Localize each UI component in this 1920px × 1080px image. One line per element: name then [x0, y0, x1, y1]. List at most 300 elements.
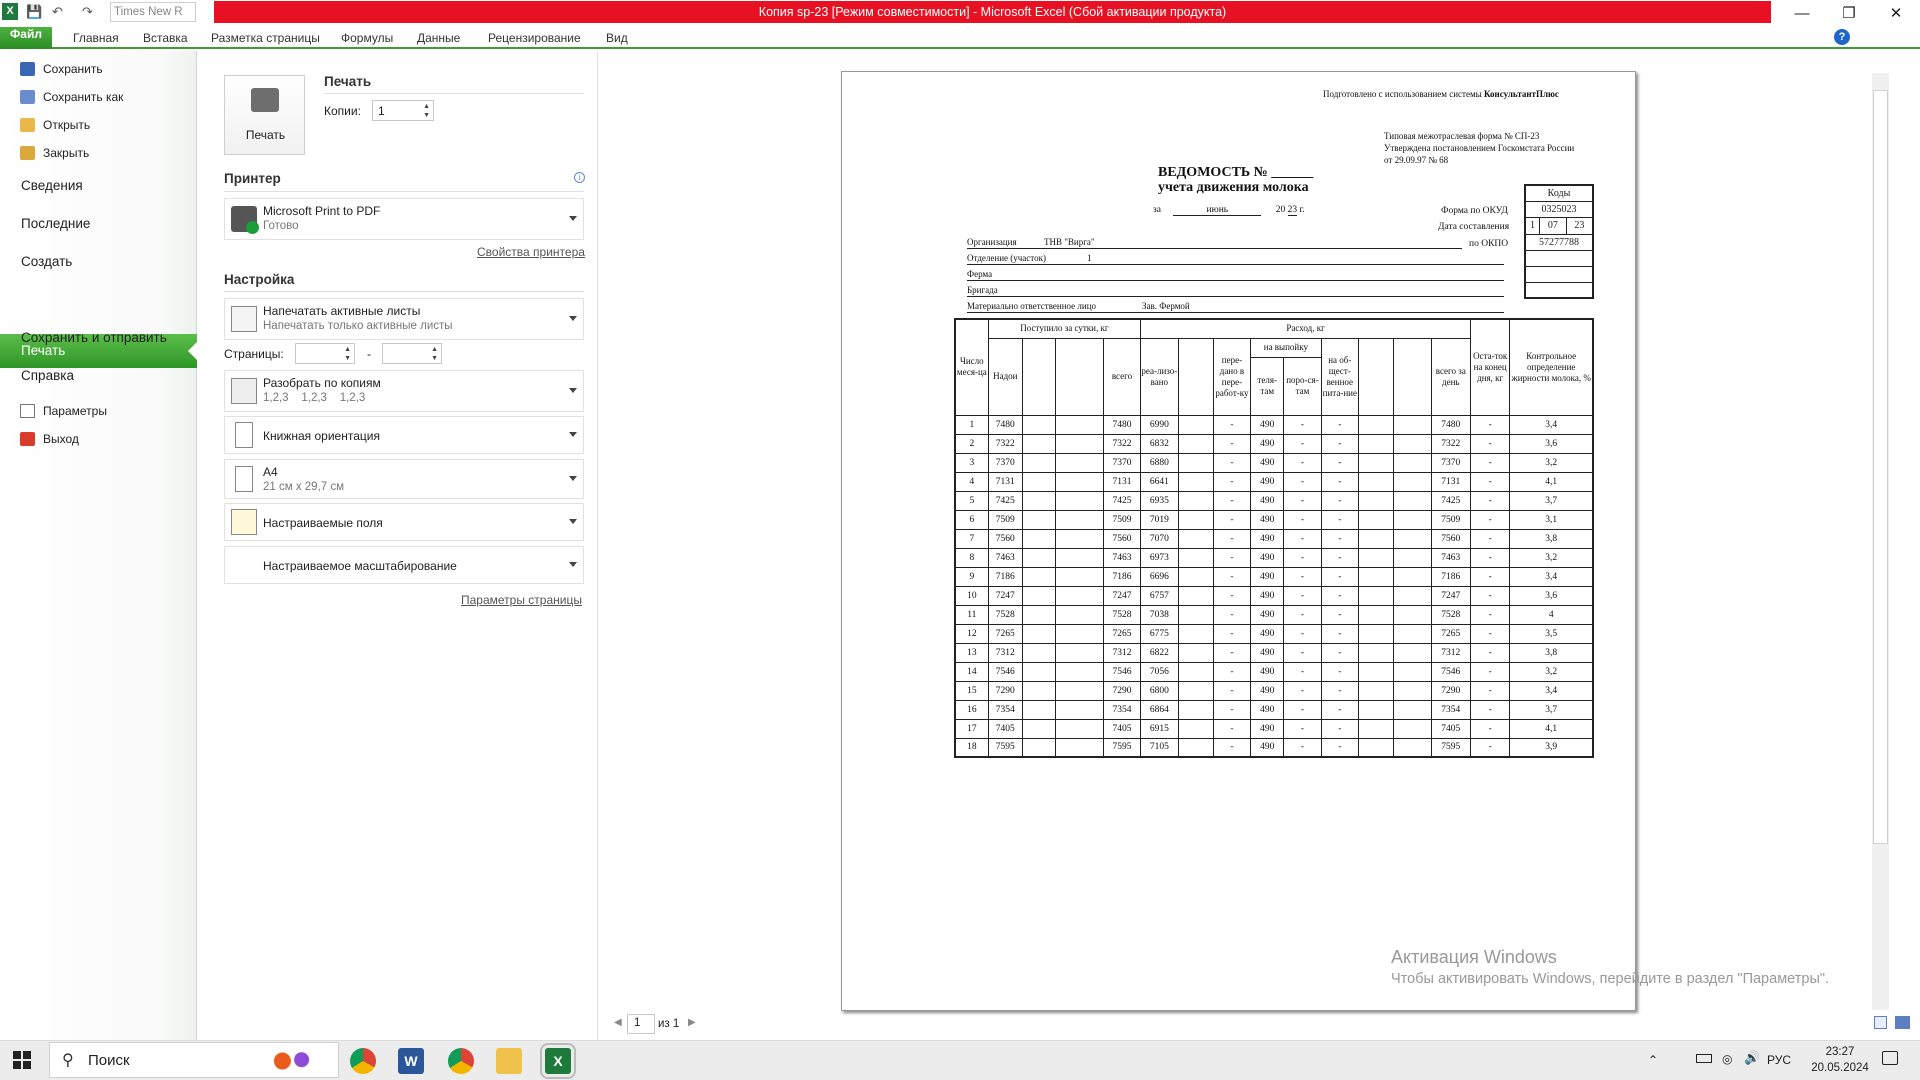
org-line: Организация ТНВ "Вирга" [967, 237, 1462, 249]
help-menu-item[interactable]: Справка [21, 368, 74, 383]
cell: - [1471, 472, 1510, 491]
recent-menu-item[interactable]: Последние [21, 216, 91, 231]
cell: 6935 [1141, 491, 1178, 510]
cell: 7560 [988, 529, 1022, 548]
table-row [955, 434, 1593, 453]
info-icon[interactable]: i [574, 172, 585, 183]
cell: 12 [955, 624, 988, 643]
cell: - [1471, 719, 1510, 738]
cell: 3,7 [1510, 700, 1593, 719]
cell: 490 [1251, 415, 1284, 434]
cell: 490 [1251, 662, 1284, 681]
prev-page-icon[interactable]: ◀ [614, 1017, 622, 1028]
cell: - [1284, 434, 1321, 453]
print-button[interactable]: Печать [224, 75, 305, 155]
cell: - [1213, 434, 1250, 453]
print-heading: Печать [324, 74, 372, 89]
brigade-line: Бригада [967, 285, 1504, 297]
cell: - [1284, 605, 1321, 624]
cell: 13 [955, 643, 988, 662]
okud-label: Форма по ОКУД [1441, 206, 1508, 216]
cell: - [1213, 738, 1250, 757]
cell: 7265 [988, 624, 1022, 643]
cell: - [1471, 434, 1510, 453]
cell: - [1284, 662, 1321, 681]
table-row [955, 681, 1593, 700]
table-row [955, 567, 1593, 586]
cell: - [1321, 453, 1358, 472]
cell: 7247 [988, 586, 1022, 605]
tab-review[interactable]: Рецензирование [488, 31, 581, 45]
cell: 7560 [1103, 529, 1140, 548]
cell: 7247 [1431, 586, 1470, 605]
cell: - [1471, 415, 1510, 434]
cell: - [1213, 415, 1250, 434]
close-icon[interactable]: ✕ [1889, 5, 1903, 22]
activation-watermark: Активация Windows Чтобы активировать Windows, перейдите в раздел "Параметры". [1391, 947, 1830, 987]
cell: 7131 [1431, 472, 1470, 491]
folder-close-icon [20, 146, 35, 160]
cell: 7370 [988, 453, 1022, 472]
printer-dropdown[interactable]: Microsoft Print to PDF Готово [224, 198, 584, 240]
table-row [955, 491, 1593, 510]
help-icon[interactable]: ? [1834, 29, 1850, 45]
cell: 7546 [1103, 662, 1140, 681]
cell: 3,2 [1510, 453, 1593, 472]
title-bar [0, 0, 1920, 27]
cell: 3,4 [1510, 415, 1593, 434]
cell: 7290 [988, 681, 1022, 700]
cell: - [1284, 510, 1321, 529]
cell: - [1471, 681, 1510, 700]
cell: 7312 [988, 643, 1022, 662]
language-indicator[interactable]: РУС [1767, 1053, 1792, 1067]
print-menu-item[interactable]: Печать [0, 334, 197, 368]
cell: - [1321, 491, 1358, 510]
print-what-dropdown[interactable]: Напечатать активные листы Напечатать только активные листы [224, 298, 584, 340]
cell: - [1471, 738, 1510, 757]
date-label: Дата составления [1438, 222, 1510, 232]
cell: - [1471, 643, 1510, 662]
cell: 3,4 [1510, 567, 1593, 586]
cell: 7595 [988, 738, 1022, 757]
cell: - [1213, 586, 1250, 605]
chevron-down-icon [569, 476, 577, 485]
copies-label: Копии: [324, 104, 361, 118]
dept-line: Отделение (участок) 1 [967, 253, 1504, 265]
portrait-page-icon [235, 422, 253, 448]
cell: 490 [1251, 700, 1284, 719]
cell: - [1213, 681, 1250, 700]
redo-icon[interactable]: ↷ [82, 4, 93, 19]
printer-ready-icon [231, 206, 257, 232]
cell: - [1213, 453, 1250, 472]
printer-properties-link[interactable]: Свойства принтера [477, 245, 585, 259]
cell: 7265 [1103, 624, 1140, 643]
cell: - [1213, 624, 1250, 643]
cell: 3,7 [1510, 491, 1593, 510]
cell: 7354 [1431, 700, 1470, 719]
cell: - [1471, 605, 1510, 624]
cell: 7509 [1431, 510, 1470, 529]
tab-home[interactable]: Главная [73, 31, 119, 45]
cell: 7595 [1103, 738, 1140, 757]
cell: 2 [955, 434, 988, 453]
cell: 490 [1251, 605, 1284, 624]
cell: - [1471, 624, 1510, 643]
cell: - [1213, 700, 1250, 719]
backstage-nav [0, 51, 197, 1040]
cell: 6880 [1141, 453, 1178, 472]
cell: 490 [1251, 510, 1284, 529]
scrollbar-thumb[interactable] [1873, 90, 1888, 844]
cell: 7265 [1431, 624, 1470, 643]
cell: - [1471, 510, 1510, 529]
cell: - [1321, 700, 1358, 719]
cell: - [1284, 643, 1321, 662]
table-row [955, 662, 1593, 681]
cell: - [1321, 415, 1358, 434]
page-number-input[interactable]: 1 [627, 1014, 655, 1034]
cell: 9 [955, 567, 988, 586]
tab-file[interactable]: Файл [0, 27, 52, 49]
cell: 4,1 [1510, 472, 1593, 491]
cell: 7019 [1141, 510, 1178, 529]
cell: 7354 [988, 700, 1022, 719]
cell: 7480 [1431, 415, 1470, 434]
cell: 490 [1251, 643, 1284, 662]
tab-page-layout[interactable]: Разметка страницы [211, 31, 320, 45]
cell: - [1284, 491, 1321, 510]
pages-to-input[interactable] [382, 343, 442, 364]
cell: 3,9 [1510, 738, 1593, 757]
collate-icon [231, 378, 257, 404]
cell: 7463 [1431, 548, 1470, 567]
cell: 7405 [1103, 719, 1140, 738]
cell: 6864 [1141, 700, 1178, 719]
minimize-icon[interactable]: — [1794, 5, 1810, 22]
undo-icon[interactable]: ↶ [52, 4, 63, 19]
cell: 7070 [1141, 529, 1178, 548]
info-menu-item[interactable]: Сведения [21, 178, 83, 193]
save-icon [20, 62, 35, 76]
okpo-label: по ОКПО [1469, 239, 1509, 249]
page-of-label: из 1 [658, 1018, 680, 1030]
cell: 7509 [1103, 510, 1140, 529]
windows-start-icon[interactable] [13, 1051, 31, 1069]
cell: 7528 [1431, 605, 1470, 624]
tab-view[interactable]: Вид [606, 31, 628, 45]
cell: 7322 [988, 434, 1022, 453]
table-row [955, 643, 1593, 662]
cell: 7105 [1141, 738, 1178, 757]
cell: 490 [1251, 624, 1284, 643]
tab-formulas[interactable]: Формулы [341, 31, 394, 45]
cell: 490 [1251, 681, 1284, 700]
cell: 490 [1251, 738, 1284, 757]
file-explorer-icon[interactable] [496, 1048, 522, 1074]
cell: - [1321, 643, 1358, 662]
cell: 7312 [1103, 643, 1140, 662]
cell: - [1284, 719, 1321, 738]
cell: 8 [955, 548, 988, 567]
scaling-dropdown[interactable]: Настраиваемое масштабирование [224, 546, 584, 584]
cell: 17 [955, 719, 988, 738]
chrome-icon[interactable] [350, 1048, 376, 1074]
options-menu-item[interactable]: Параметры [0, 401, 197, 421]
cell: 6 [955, 510, 988, 529]
save-menu-item[interactable]: Сохранить [0, 59, 197, 79]
table-row [955, 586, 1593, 605]
table-row [955, 605, 1593, 624]
options-icon [20, 404, 35, 418]
cell: 3,1 [1510, 510, 1593, 529]
cell: 5 [955, 491, 988, 510]
table-row [955, 719, 1593, 738]
cell: 7131 [1103, 472, 1140, 491]
settings-heading: Настройка [224, 272, 295, 287]
cell: 6822 [1141, 643, 1178, 662]
excel-taskbar-icon[interactable]: X [545, 1048, 571, 1074]
cell: 490 [1251, 719, 1284, 738]
cell: 7322 [1103, 434, 1140, 453]
sheets-icon [231, 306, 257, 332]
table-row [955, 548, 1593, 567]
cell: 7290 [1431, 681, 1470, 700]
new-menu-item[interactable]: Создать [21, 254, 73, 269]
folder-open-icon [20, 118, 35, 132]
wifi-icon[interactable]: ◎ [1722, 1052, 1733, 1066]
cell: 7480 [1103, 415, 1140, 434]
cell: 3,2 [1510, 662, 1593, 681]
copies-input[interactable]: 1 ▲ ▼ [372, 100, 434, 121]
cell: 3,6 [1510, 434, 1593, 453]
cell: - [1213, 719, 1250, 738]
window-title: Копия sp-23 [Режим совместимости] - Microsoft Excel (Сбой активации продукта) [214, 1, 1771, 23]
cell: - [1213, 472, 1250, 491]
volume-icon[interactable]: 🔊 [1744, 1050, 1761, 1065]
open-menu-item[interactable]: Открыть [0, 115, 197, 135]
cell: 4 [1510, 605, 1593, 624]
exit-icon [20, 432, 35, 446]
cell: - [1471, 662, 1510, 681]
cell: - [1321, 605, 1358, 624]
cell: - [1284, 567, 1321, 586]
show-margins-icon[interactable] [1874, 1016, 1887, 1029]
page-setup-link[interactable]: Параметры страницы [461, 593, 582, 607]
cell: 11 [955, 605, 988, 624]
cell: 14 [955, 662, 988, 681]
cell: - [1213, 491, 1250, 510]
cell: 7595 [1431, 738, 1470, 757]
cell: - [1321, 719, 1358, 738]
cell: - [1213, 567, 1250, 586]
cell: 10 [955, 586, 988, 605]
cell: - [1471, 491, 1510, 510]
cell: 7560 [1431, 529, 1470, 548]
pages-from-input[interactable] [295, 343, 355, 364]
form-reference: Типовая межотраслевая форма № СП-23 Утверждена постановлением Госкомстата России от 29.09.97 № 68 [1384, 131, 1575, 165]
cell: - [1213, 643, 1250, 662]
search-icon: ⚲ [62, 1052, 74, 1069]
save-send-menu-item[interactable]: Сохранить и отправить [21, 330, 167, 345]
cell: 7528 [988, 605, 1022, 624]
cell: 7131 [988, 472, 1022, 491]
cell: 7370 [1431, 453, 1470, 472]
paper-size-dropdown[interactable]: A4 21 см x 29,7 см [224, 459, 584, 499]
cell: 6915 [1141, 719, 1178, 738]
codes-table: Коды 0325023 1 07 23 57277788 [1524, 184, 1594, 299]
cell: 3,4 [1510, 681, 1593, 700]
word-icon[interactable]: W [398, 1048, 424, 1074]
table-row [955, 738, 1593, 757]
exit-menu-item[interactable]: Выход [0, 429, 197, 449]
next-page-icon[interactable]: ▶ [688, 1017, 696, 1028]
restore-icon[interactable]: ❐ [1842, 5, 1856, 22]
cell: 7425 [988, 491, 1022, 510]
cell: 7186 [1103, 567, 1140, 586]
tab-insert[interactable]: Вставка [143, 31, 188, 45]
cell: 1 [955, 415, 988, 434]
cell: - [1471, 700, 1510, 719]
table-row [955, 510, 1593, 529]
chevron-down-icon [569, 216, 577, 225]
cell: - [1213, 662, 1250, 681]
cell: - [1321, 624, 1358, 643]
cell: - [1321, 586, 1358, 605]
cell: - [1471, 548, 1510, 567]
save-icon[interactable]: 💾 [26, 4, 43, 19]
spinner-arrows-icon[interactable]: ▲ ▼ [423, 103, 430, 119]
cell: 490 [1251, 434, 1284, 453]
spinner-arrows-icon[interactable]: ▲ ▼ [431, 346, 438, 362]
chevron-down-icon [569, 519, 577, 528]
excel-logo-icon[interactable]: X [2, 3, 18, 20]
cell: 6832 [1141, 434, 1178, 453]
cell: - [1284, 738, 1321, 757]
cell: 7528 [1103, 605, 1140, 624]
cell: 7247 [1103, 586, 1140, 605]
cell: 7186 [988, 567, 1022, 586]
cell: 4 [955, 472, 988, 491]
consultant-note: Подготовлено с использованием системы КонсультантПлюс [1323, 89, 1559, 99]
cell: - [1321, 529, 1358, 548]
spinner-arrows-icon[interactable]: ▲ ▼ [344, 346, 351, 362]
cell: - [1321, 738, 1358, 757]
cell: 6696 [1141, 567, 1178, 586]
margins-dropdown[interactable]: Настраиваемые поля [224, 503, 584, 541]
battery-icon[interactable] [1696, 1054, 1712, 1063]
tab-data[interactable]: Данные [417, 31, 461, 45]
cell: - [1321, 472, 1358, 491]
ribbon-tabs [0, 27, 1920, 49]
zoom-page-icon[interactable] [1895, 1016, 1910, 1029]
table-row [955, 453, 1593, 472]
cell: - [1321, 567, 1358, 586]
cell: 490 [1251, 548, 1284, 567]
cell: 7509 [988, 510, 1022, 529]
margins-icon [231, 509, 257, 535]
cell: 7 [955, 529, 988, 548]
cell: - [1213, 605, 1250, 624]
printer-heading: Принтер [224, 171, 281, 186]
milk-ledger-table: Число меся-ца Поступило за сутки, кг Расход, кг Оста-ток на конец дня, кг Контрольное определение жирности молока, % Надои всего реа-лизо-вано пере-дано в пере-работ-ку на выпойку на об-щест-венное пита-ние всего за день теля-там поро-ся-там 1 7480 7480 6990 - 490 - - 7480 - 3,4 2 7322 7322 6832 - 490 - - 7322 - 3,6 3 7370 7370 6880 - 490 - - 7370 - 3,2 4 7131 7131 6641 - 490 - - 7131 - 4,1 5 7425 7425 6935 - 490 - - 7425 - 3,7 6 7509 7509 7019 - 490 - - 7509 - 3,1 7 7560 7560 7070 - 490 - - 7560 - 3,8 8 7463 7463 6973 - 490 - - 7463 - 3,2 9 7186 7186 6696 - 490 - - 7186 - 3,4 10 7247 7247 6757 - 490 - - 7247 - 3,6 11 7528 7528 7038 - 490 - - 7528 - 4 12 7265 7265 6775 - 490 - - 7265 - 3,5 13 7312 7312 6822 - 490 - - 7312 - 3,8 14 7546 7546 7056 - 490 - - 7546 - 3,2 15 7290 7290 6800 - 490 - - 7290 - 3,4 16 7354 7354 6864 - 490 - - 7354 - 3,7 17 7405 7405 6915 - 490 - - 7405 - 4,1 18 7595 7595 7105 - 490 - - 7595 - 3,9 [954, 318, 1594, 758]
save-as-menu-item[interactable]: Сохранить как [0, 87, 197, 107]
cell: 4,1 [1510, 719, 1593, 738]
cell: 7056 [1141, 662, 1178, 681]
cell: 15 [955, 681, 988, 700]
cell: - [1284, 415, 1321, 434]
cell: - [1321, 681, 1358, 700]
cell: - [1284, 586, 1321, 605]
orientation-dropdown[interactable]: Книжная ориентация [224, 416, 584, 454]
tray-chevron-icon[interactable]: ⌃ [1648, 1053, 1659, 1067]
clock[interactable]: 23:27 20.05.2024 [1811, 1046, 1869, 1074]
cell: 490 [1251, 472, 1284, 491]
cell: 7354 [1103, 700, 1140, 719]
cell: 7186 [1431, 567, 1470, 586]
notifications-icon[interactable] [1882, 1051, 1898, 1065]
chevron-down-icon [569, 562, 577, 571]
document-title: ВЕДОМОСТЬ № ______ учета движения молока [1158, 165, 1314, 195]
chrome-profile-icon[interactable] [448, 1048, 474, 1074]
taskbar-search[interactable]: ⚲ Поиск [49, 1042, 339, 1078]
chevron-down-icon [569, 432, 577, 441]
cell: 3 [955, 453, 988, 472]
cell: 7463 [1103, 548, 1140, 567]
cell: 7546 [988, 662, 1022, 681]
cell: - [1321, 548, 1358, 567]
cell: - [1213, 510, 1250, 529]
cell: - [1471, 529, 1510, 548]
cell: 490 [1251, 453, 1284, 472]
cell: - [1284, 453, 1321, 472]
cell: 7370 [1103, 453, 1140, 472]
table-row [955, 700, 1593, 719]
cell: 7463 [988, 548, 1022, 567]
flowers-illustration-icon [268, 1048, 316, 1074]
chevron-down-icon [569, 316, 577, 325]
collate-dropdown[interactable]: Разобрать по копиям 1,2,3 1,2,3 1,2,3 [224, 370, 584, 412]
cell: 490 [1251, 491, 1284, 510]
cell: - [1321, 510, 1358, 529]
cell: 3,6 [1510, 586, 1593, 605]
close-menu-item[interactable]: Закрыть [0, 143, 197, 163]
cell: 7405 [988, 719, 1022, 738]
responsible-line: Материально ответственное лицо Зав. Фермой [967, 301, 1504, 313]
table-row [955, 415, 1593, 434]
cell: 6973 [1141, 548, 1178, 567]
cell: - [1284, 548, 1321, 567]
printer-icon [251, 88, 279, 112]
cell: 3,8 [1510, 643, 1593, 662]
cell: 7425 [1103, 491, 1140, 510]
cell: - [1213, 548, 1250, 567]
cell: 3,8 [1510, 529, 1593, 548]
cell: 7405 [1431, 719, 1470, 738]
cell: 7038 [1141, 605, 1178, 624]
pages-label: Страницы: [224, 347, 284, 361]
cell: - [1471, 586, 1510, 605]
cell: - [1284, 681, 1321, 700]
paper-icon [235, 466, 253, 492]
cell: 6800 [1141, 681, 1178, 700]
cell: 6990 [1141, 415, 1178, 434]
font-name-box[interactable]: Times New R [110, 2, 196, 22]
table-row [955, 624, 1593, 643]
cell: 6757 [1141, 586, 1178, 605]
cell: - [1284, 624, 1321, 643]
